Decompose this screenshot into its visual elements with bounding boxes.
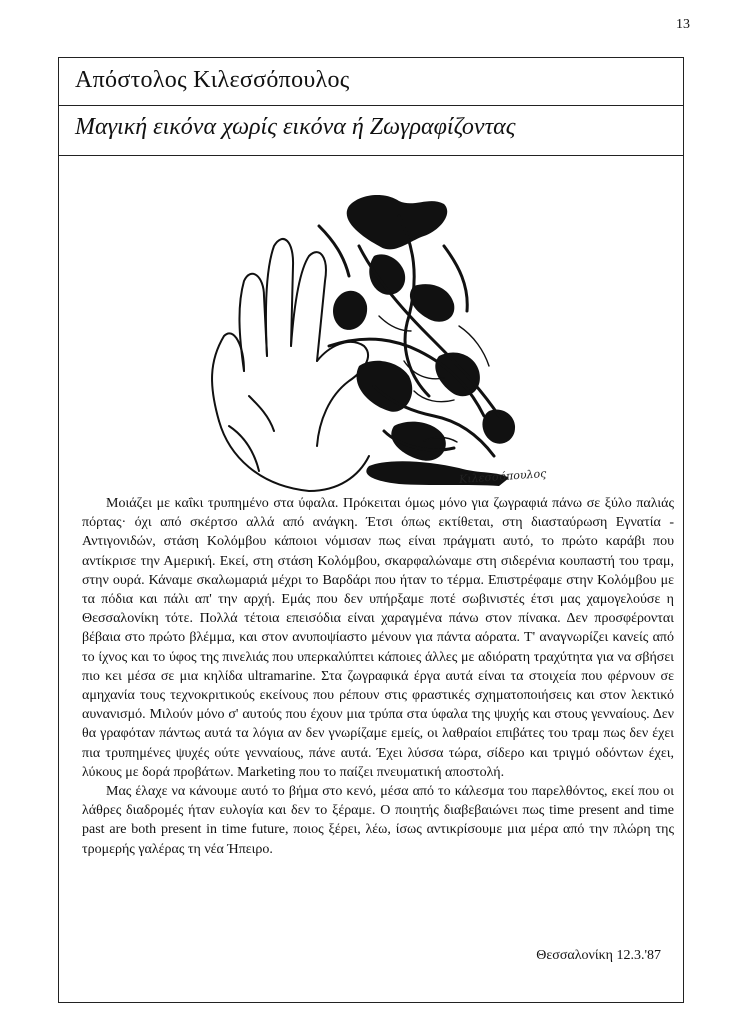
page-number: 13 — [676, 17, 690, 32]
article-title: Μαγική εικόνα χωρίς εικόνα ή Ζωγραφίζοντας — [75, 114, 516, 140]
hand-drawing-ink-icon — [199, 186, 549, 496]
author-name: Απόστολος Κιλεσσόπουλος — [75, 67, 350, 93]
article-body — [82, 494, 674, 859]
body-paragraph-2: Μας έλαχε να κάνουμε αυτό το βήμα στο κενό, μέσα από το κάλεσμα του παρελθόντος, εκεί που οι λάθρες διαδρομές ήταν ευλογία και δεν το ξέραμε. Ο ποιητής διαβεβαιώνει πως time present and time past are both present in time future, ποιος ξέρει, λέω, ίσως αντικρίσουμε μια μέρα από την πλώρη της τρομερής γαλέρας τη νέα Ήπειρο. — [82, 784, 674, 857]
title-row — [59, 105, 683, 156]
place-date: Θεσσαλονίκη 12.3.'87 — [536, 948, 661, 963]
author-row — [59, 58, 683, 106]
body-paragraph-1: Μοιάζει με καΐκι τρυπημένο στα ύφαλα. Πρόκειται όμως μόνο για ζωγραφιά πάνω σε ξύλο παλιάς πόρτας· όχι από σκέρτσο αλλά από ανάγκη. Έτσι όπως εκτίθεται, στη διασταύρωση Εγνατία - Αντιγονιδών, στάση Κολόμβου κάποιοι νόμισαν πως είναι πράγματι αυτό, το πρώτο καράβι που αντίκρισε την Αμερική. Εκεί, στη στάση Κολόμβου, σκαρφαλώναμε στη σιδερένια κουπαστή του τραμ, στην ουρά. Κάναμε σκαλωμαριά μέχρι το Βαρδάρι που ήταν το τέρμα. Επιστρέφαμε στην Κολόμβου με τα πόδια και πάλι απ' την αρχή. Εμάς που δεν υπήρξαμε ποτέ σωβινιστές έτσι μας χαμογελούσε η Θεσσαλονίκη τότε. Πολλά τέτοια επεισόδια είναι χαραγμένα πάνω στον πίνακα. Δεν προσφέρονται βέβαια στο πρώτο βλέμμα, και στον ανυποψίαστο μένουν για πάντα αόρατα. Τ' αναγνωρίζει κανείς από το ίχνος και το ύφος της πινελιάς που υπερκαλύπτει κάποιες άλλες με αδιόρατη τραχύτητα για να σβήσει πιο κει μέσα σε μια κηλίδα ultramarine. Στα ζωγραφικά έργα αυτά είναι τα στοιχεία που φέρνουν σε αμηχανία τους τεχνοκριτικούς εκείνους που ρέπουν στις φραστικές σχηματοποιήσεις και στον λεκτικό αυνανισμό. Μιλούν μόνο σ' αυτούς που έχουν μια τρύπα στα ύφαλα της ψυχής και στους γενναίους. Δεν θα γραφόταν πάντως αυτά τα λόγια αν δεν γνωρίζαμε εμείς, οι λαθραίοι επιβάτες του τραμ πως δεν έχει πια τρυπημένες ψυχές ούτε γενναίους, πάνε αυτά. Έχει λύσσα τώρα, σίδερο και τριγμό οδόντων έχει, λύκους με δορά προβάτων. Marketing που το παίζει πνευματική αποστολή. — [82, 496, 674, 780]
article-frame — [58, 57, 684, 1003]
artist-signature: Κιλεσσόπουλος — [458, 466, 547, 487]
